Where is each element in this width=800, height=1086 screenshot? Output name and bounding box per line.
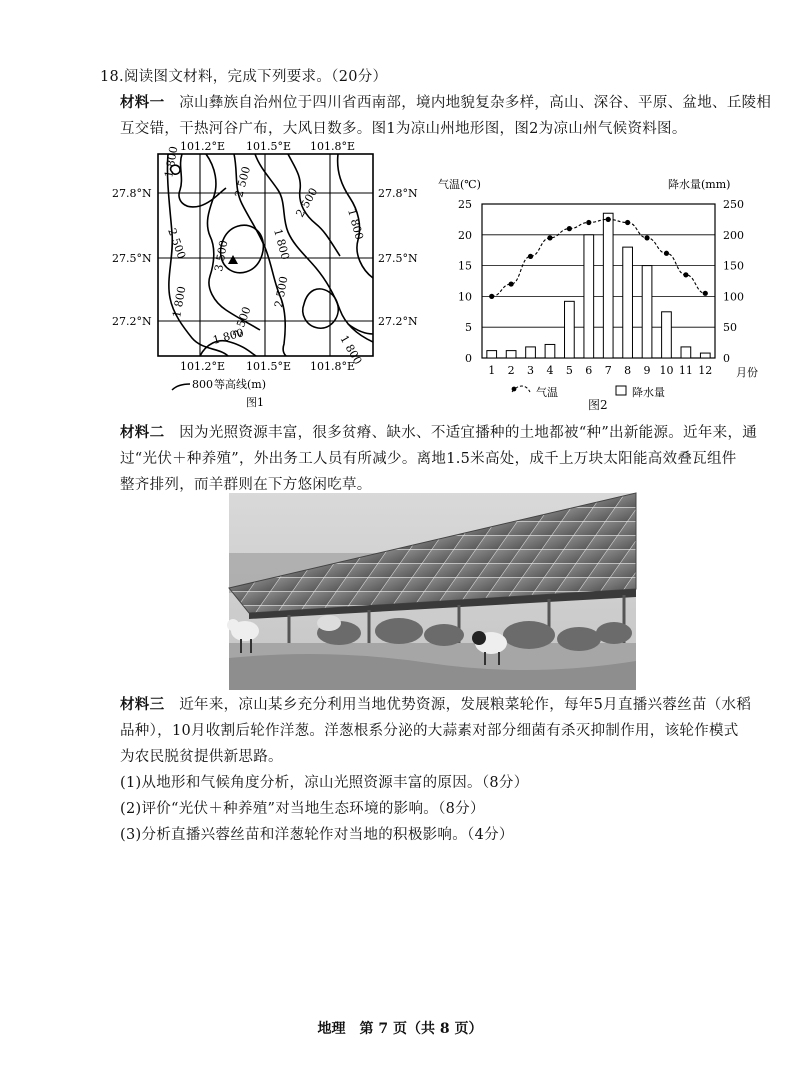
lon-label-bottom: 101.2°E [180,360,226,373]
temp-point [509,281,514,286]
y-right-tick-label: 100 [723,290,744,304]
contour-label: 1 800 [211,326,246,347]
contour-label: 2 500 [293,185,321,220]
contour-lines [167,154,373,356]
material-three-line3: 为农民脱贫提供新思路。 [120,749,283,765]
material-one-line1: 材料一 凉山彝族自治州位于四川省西南部，境内地貌复杂多样，高山、深谷、平原、盆地、丘陵相 [120,94,772,111]
x-axis-label: 月份 [736,366,758,379]
lat-label-left: 27.5°N [112,252,152,265]
y-left-tick-label: 25 [458,198,472,211]
lat-label-left: 27.2°N [112,315,152,328]
temp-point [586,220,591,225]
y-left-tick-label: 15 [458,259,472,273]
page-footer: 地理 第 7 页（共 8 页） [317,1021,483,1037]
precip-bar [565,301,575,358]
lat-label-left: 27.8°N [112,187,152,200]
precip-bar [623,247,633,358]
sub-question-3: (3)分析直播兴蓉丝苗和洋葱轮作对当地的积极影响。（4分） [120,827,514,843]
climate-chart-figure [430,170,770,410]
question-header: 18.阅读图文材料，完成下列要求。（20分） [100,69,388,85]
material-three-line1: 材料三 近年来，凉山某乡充分利用当地优势资源，发展粮菜轮作，每年5月直播兴蓉丝苗（水稻 [120,696,752,713]
contour-label-group [162,145,366,367]
temp-point [606,217,611,222]
material-three-label: 材料三 [120,696,165,713]
legend-contour-icon [172,384,190,390]
precip-bar [662,312,672,358]
figure2-caption: 图2 [588,398,608,412]
contour-label: 3 500 [212,239,231,273]
y-right-tick-label: 50 [723,321,737,335]
lat-label-right: 27.5°N [378,252,418,265]
lon-label-bottom: 101.5°E [246,360,292,373]
y-left-tick-label: 20 [458,228,472,242]
temp-point [683,272,688,277]
contour-label: 1 800 [271,227,292,262]
lon-label-top: 101.8°E [310,140,356,153]
lon-label-bottom: 101.8°E [310,360,356,373]
precip-bar [487,351,497,358]
material-two-line1: 材料二 因为光照资源丰富，很多贫瘠、缺水、不适宜播种的土地都被“种”出新能源。近年来，通 [120,424,758,441]
lat-label-right: 27.2°N [378,315,418,328]
contour-label: 1 800 [162,145,181,179]
left-axis-label: 气温(℃) [438,178,481,191]
precip-bar [506,351,516,358]
x-tick-label: 12 [698,364,713,377]
temp-point [489,294,494,299]
x-tick-label: 6 [585,364,593,377]
material-two-line3: 整齐排列，而羊群则在下方悠闲吃草。 [120,477,372,493]
y-left-tick-label: 5 [465,321,472,335]
contour-label: 1 800 [337,333,365,367]
figure1-caption: 图1 [246,396,264,409]
x-tick-label: 9 [643,364,651,377]
chart-grid [482,204,715,358]
temp-point [703,291,708,296]
legend-precip: 降水量 [632,386,665,399]
temp-point [664,251,669,256]
lat-label-right: 27.8°N [378,187,418,200]
material-two-line2: 过“光伏＋种养殖”，外出务工人员有所减少。离地1.5米高处，成千上万块太阳能高效叠瓦组件 [120,451,737,467]
temp-point [547,235,552,240]
contour-label: 2 500 [272,275,291,309]
plot-frame [482,204,715,358]
x-tick-label: 10 [659,364,674,377]
temp-point [625,220,630,225]
y-left-tick-label: 0 [465,352,472,365]
contour-label: 2 500 [230,304,254,340]
temp-point [528,254,533,259]
peak-triangle-icon [228,255,238,264]
precip-bar [526,347,536,358]
x-tick-label: 2 [507,364,515,377]
precip-bar [700,353,710,358]
y-right-tick-label: 0 [723,352,730,365]
y-right-tick-label: 250 [723,198,744,211]
material-two-label: 材料二 [120,424,165,441]
legend-temp: 气温 [536,386,558,399]
contour-map-figure [110,138,418,410]
y-right-tick-label: 150 [723,259,744,273]
right-axis-label: 降水量(mm) [668,178,731,191]
temp-point [567,226,572,231]
temp-line [489,217,708,299]
material-one-line2: 互交错，干热河谷广布，大风日数多。图1为凉山州地形图，图2为凉山州气候资料图。 [120,121,687,137]
contour-label: 1 800 [170,285,189,319]
y-right-tick-label: 200 [723,228,744,242]
precip-bar [603,213,613,358]
x-tick-label: 5 [565,364,573,377]
precip-bar [681,347,691,358]
legend-value: 800 [192,378,213,391]
lon-label-top: 101.2°E [180,140,226,153]
lon-label-top: 101.5°E [246,140,292,153]
precip-bar [545,344,555,358]
solar-panel-sheep-photo [229,493,636,690]
x-tick-label: 4 [546,364,554,377]
contour-label: 2 500 [232,164,254,199]
x-tick-label: 3 [527,364,535,377]
contour-label: 2 500 [165,226,189,261]
sub-question-2: (2)评价“光伏＋种养殖”对当地生态环境的影响。（8分） [120,801,485,817]
precip-bar [642,266,652,358]
material-one-label: 材料一 [120,94,165,111]
chart-ticks [458,198,744,377]
sub-question-1: (1)从地形和气候角度分析，凉山光照资源丰富的原因。（8分） [120,775,529,791]
temp-point [644,235,649,240]
material-three-line2: 品种），10月收割后轮作洋葱。洋葱根系分泌的大蒜素对部分细菌有杀灭抑制作用，该轮作模式 [120,723,739,739]
legend-text: 等高线(m) [214,378,267,391]
x-tick-label: 1 [488,364,496,377]
precip-bar [584,235,594,358]
map-grid [158,154,373,356]
x-tick-label: 8 [624,364,632,377]
x-tick-label: 7 [604,364,612,377]
temp-curve [492,219,706,296]
x-tick-label: 11 [678,364,693,377]
contour-label: 1 800 [345,207,366,242]
legend-precip-icon [616,386,626,395]
y-left-tick-label: 10 [458,290,472,304]
